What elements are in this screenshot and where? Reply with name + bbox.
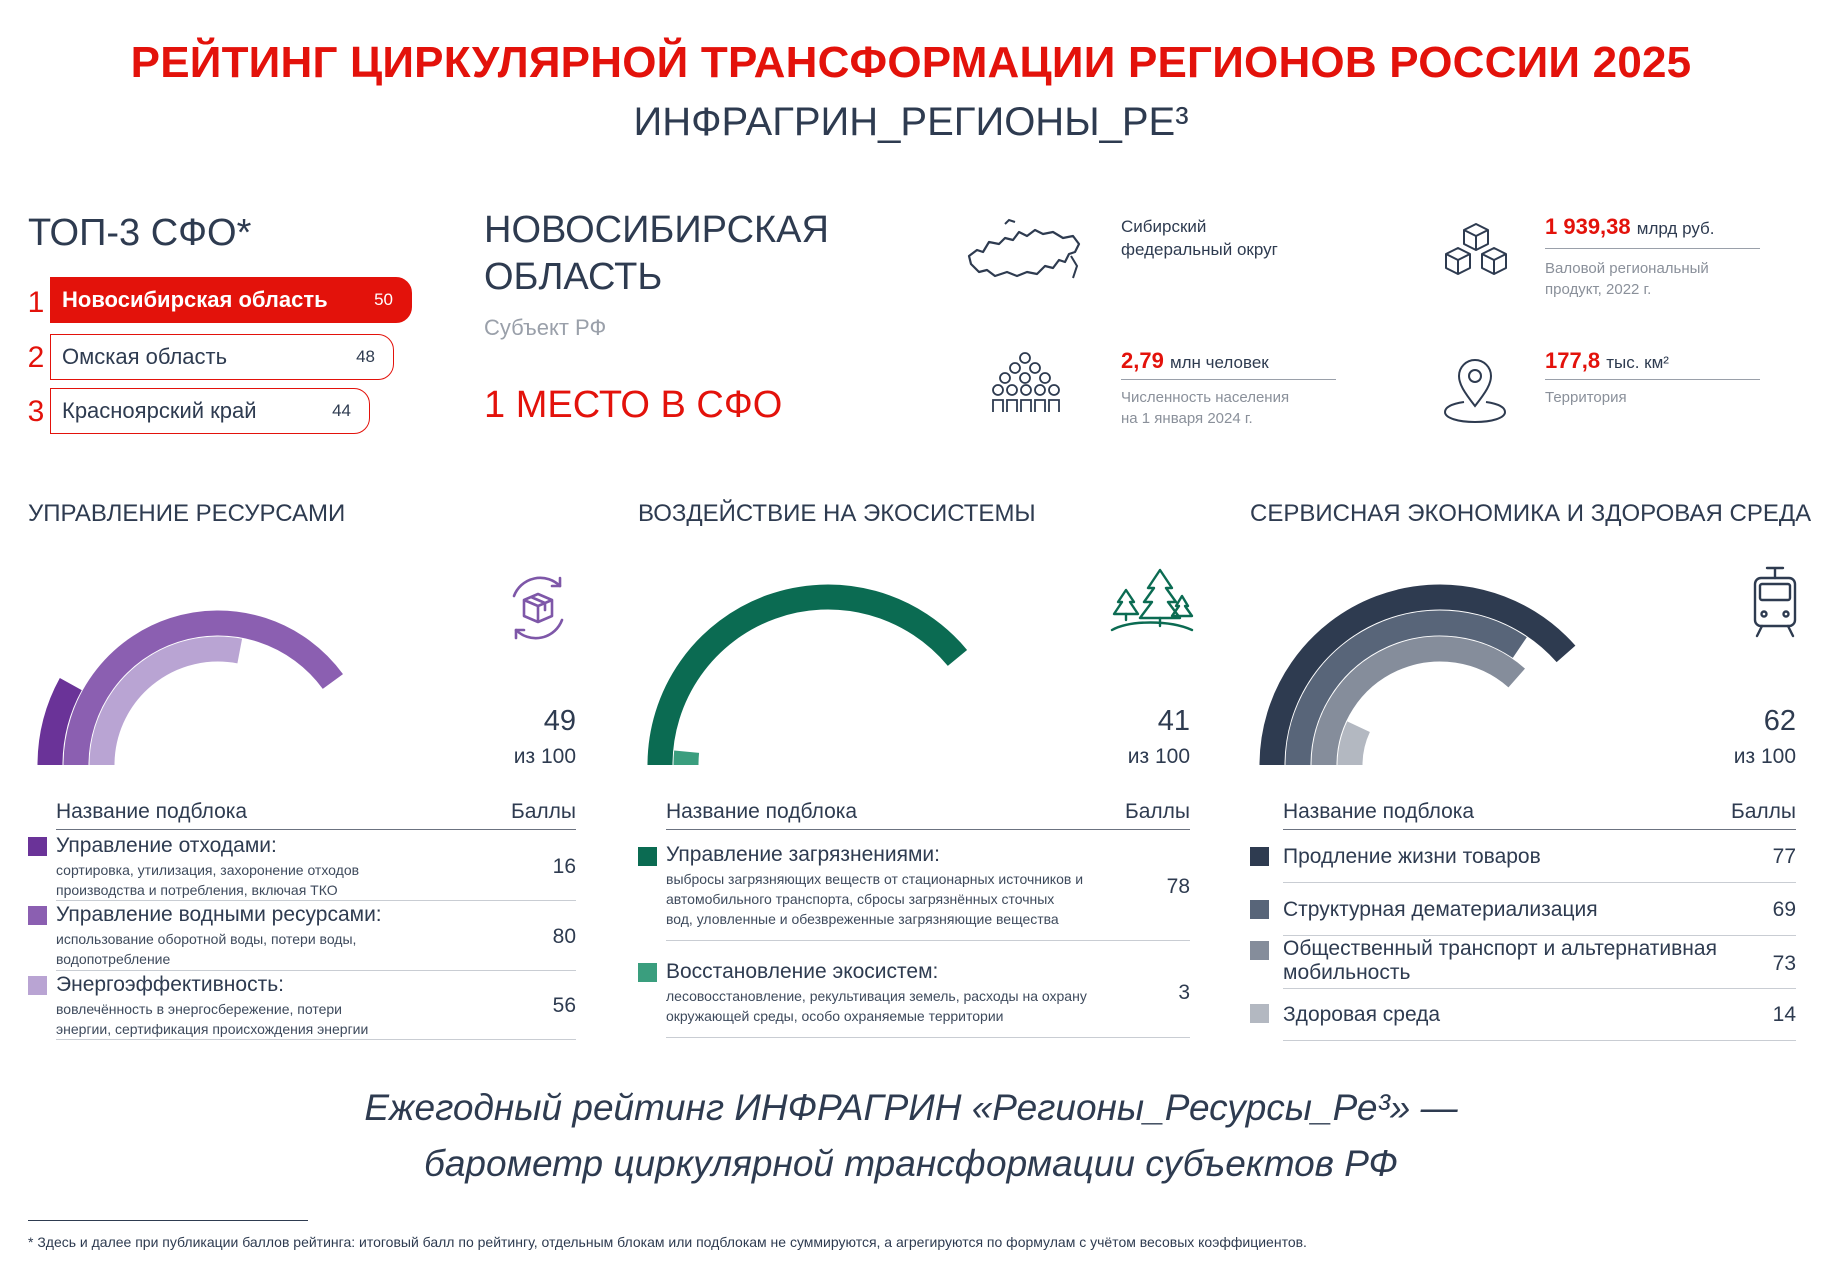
footnote-divider	[28, 1220, 308, 1221]
top3-title: ТОП-3 СФО*	[28, 212, 252, 254]
subblock-score: 77	[1772, 845, 1796, 868]
rank-item-score: 50	[374, 290, 393, 309]
rank-item-score: 48	[356, 347, 375, 366]
grp-note: Валовой региональный продукт, 2022 г.	[1545, 260, 1709, 298]
block-title-ecosystems: ВОЗДЕЙСТВИЕ НА ЭКОСИСТЕМЫ	[638, 500, 1036, 527]
subblock-score: 69	[1772, 898, 1796, 921]
legend-swatch	[28, 976, 47, 995]
subblock-score: 80	[552, 925, 576, 948]
subblock-name: Управление загрязнениями:	[666, 843, 940, 866]
subblock-description: вовлечённость в энергосбережение, потери энергии, сертификация происхождения энергии	[56, 1001, 369, 1037]
district-label: Сибирский федеральный округ	[1121, 217, 1278, 259]
row-divider	[666, 1037, 1190, 1038]
table-header-score: Баллы	[510, 800, 576, 823]
subblock-name: Общественный транспорт и альтернативная мобильность	[1283, 937, 1717, 984]
table-header-divider	[1283, 829, 1796, 830]
rank-number-1: 1	[27, 286, 45, 319]
page-title: РЕЙТИНГ ЦИРКУЛЯРНОЙ ТРАНСФОРМАЦИИ РЕГИОНОВ РОССИИ 2025	[130, 38, 1692, 87]
subblock-name: Управление отходами:	[56, 834, 277, 857]
block-score-resources: 49	[543, 705, 576, 737]
cubes-icon	[1440, 218, 1512, 286]
rank-item-name: Красноярский край	[62, 398, 257, 423]
subblock-score: 78	[1166, 875, 1190, 898]
legend-swatch	[1250, 1004, 1269, 1023]
footer-quote-line2: барометр циркулярной трансформации субъектов РФ	[424, 1143, 1398, 1184]
territory-value: 177,8 тыс. км²	[1545, 348, 1669, 373]
recycle-box-icon	[500, 570, 576, 646]
block-score-ecosystems: 41	[1157, 705, 1190, 737]
legend-swatch	[1250, 941, 1269, 960]
subblock-score: 3	[1178, 981, 1190, 1004]
rank-number-3: 3	[27, 395, 45, 428]
population-divider	[1121, 379, 1336, 380]
legend-swatch	[28, 906, 47, 925]
region-type: Субъект РФ	[484, 315, 607, 340]
gauge-ecosystems	[638, 575, 1018, 775]
population-value: 2,79 млн человек	[1121, 348, 1269, 373]
gauge-arc	[660, 597, 957, 765]
subblock-description: лесовосстановление, рекультивация земель, расходы на охрану окружающей среды, особо охраняемые территории	[666, 988, 1087, 1024]
table-header-name: Название подблока	[666, 800, 858, 823]
table-header-score: Баллы	[1730, 800, 1796, 823]
table-header-name: Название подблока	[1283, 800, 1475, 823]
row-divider	[666, 940, 1190, 941]
gauge-resources	[28, 575, 408, 775]
subblock-score: 56	[552, 994, 576, 1017]
footer-quote-line1: Ежегодный рейтинг ИНФРАГРИН «Регионы_Ресурсы_Ре³» —	[364, 1087, 1458, 1128]
gauge-arc	[686, 752, 687, 765]
subblock-name: Управление водными ресурсами:	[56, 903, 382, 926]
rank-number-2: 2	[27, 341, 45, 374]
territory-note: Территория	[1545, 389, 1627, 406]
block-score-of-resources: из 100	[513, 745, 576, 768]
subblock-name: Продление жизни товаров	[1283, 845, 1541, 868]
location-pin-icon	[1442, 356, 1508, 424]
page-subtitle: ИНФРАГРИН_РЕГИОНЫ_РЕ³	[633, 100, 1189, 144]
subblock-name: Восстановление экосистем:	[666, 960, 939, 983]
gauge-arc	[1350, 727, 1359, 765]
row-divider	[1283, 1040, 1796, 1041]
region-place: 1 МЕСТО В СФО	[484, 384, 783, 426]
forest-icon	[1110, 566, 1194, 638]
subblock-name: Энергоэффективность:	[56, 973, 284, 996]
row-divider	[56, 1039, 576, 1040]
footnote: * Здесь и далее при публикации баллов рейтинга: итоговый балл по рейтингу, отдельным блокам или подблокам не суммируются, а агрегируются по формулам с учётом весовых коэффициентов.	[28, 1234, 1307, 1250]
row-divider	[1283, 988, 1796, 989]
block-score-of-ecosystems: из 100	[1127, 745, 1190, 768]
rank-item-score: 44	[332, 401, 351, 420]
row-divider	[56, 970, 576, 971]
tram-icon	[1750, 564, 1800, 640]
region-name: НОВОСИБИРСКАЯ ОБЛАСТЬ	[484, 209, 829, 298]
block-title-resources: УПРАВЛЕНИЕ РЕСУРСАМИ	[28, 500, 346, 527]
legend-swatch	[638, 963, 657, 982]
block-title-service-economy: СЕРВИСНАЯ ЭКОНОМИКА И ЗДОРОВАЯ СРЕДА	[1250, 500, 1812, 527]
table-header-name: Название подблока	[56, 800, 248, 823]
row-divider	[56, 900, 576, 901]
subblock-score: 14	[1772, 1003, 1796, 1026]
territory-divider	[1545, 379, 1760, 380]
legend-swatch	[28, 837, 47, 856]
grp-value: 1 939,38 млрд руб.	[1545, 214, 1715, 239]
rank-item-name: Новосибирская область	[62, 287, 328, 312]
grp-divider	[1545, 248, 1760, 249]
rank-item-3	[50, 388, 370, 434]
subblock-description: выбросы загрязняющих веществ от стационарных источников и автомобильного транспорта, сбросы загрязнённых сточных вод, уловленные и обезвреженные загрязняющие вещества	[666, 871, 1084, 927]
subblock-score: 73	[1772, 952, 1796, 975]
subblock-description: использование оборотной воды, потери воды, водопотребление	[56, 931, 357, 967]
gauge-service-economy	[1250, 575, 1630, 775]
population-note: Численность населения на 1 января 2024 г.	[1121, 389, 1290, 427]
subblock-description: сортировка, утилизация, захоронение отходов производства и потребления, включая ТКО	[56, 862, 360, 898]
population-icon	[990, 350, 1060, 422]
rank-item-1	[50, 277, 412, 323]
legend-swatch	[638, 847, 657, 866]
legend-swatch	[1250, 847, 1269, 866]
table-header-score: Баллы	[1124, 800, 1190, 823]
subblock-name: Здоровая среда	[1283, 1003, 1441, 1026]
rank-item-name: Омская область	[62, 344, 228, 369]
row-divider	[1283, 882, 1796, 883]
subblock-name: Структурная дематериализация	[1283, 898, 1598, 921]
table-header-divider	[56, 829, 576, 830]
block-score-service-economy: 62	[1763, 705, 1796, 737]
table-header-divider	[666, 829, 1190, 830]
subblock-score: 16	[552, 855, 576, 878]
rank-item-2	[50, 334, 394, 380]
legend-swatch	[1250, 900, 1269, 919]
russia-map-icon	[965, 218, 1085, 288]
block-score-of-service-economy: из 100	[1733, 745, 1796, 768]
row-divider	[1283, 935, 1796, 936]
